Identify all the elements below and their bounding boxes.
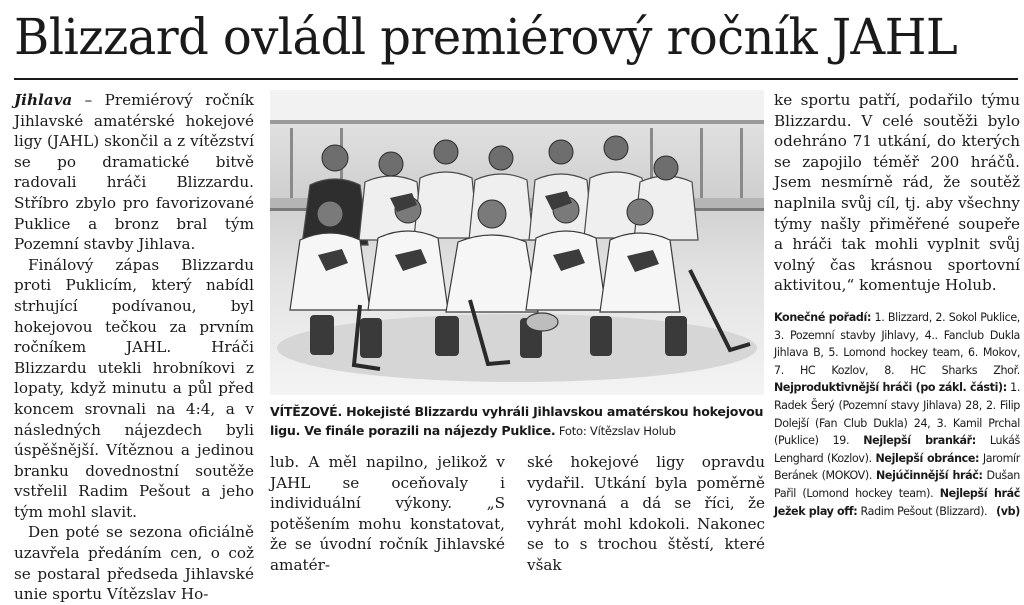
best-goalie-label: Nejlepší brankář: xyxy=(863,434,976,448)
headline-rule xyxy=(14,78,1018,80)
best-playoff: Radim Pešout (Blizzard). xyxy=(857,504,988,518)
author-initials: (vb) xyxy=(996,504,1020,518)
photo-credit: Foto: Vítězslav Holub xyxy=(555,424,676,438)
lead-text: – Premiérový ročník Jihlavské amatérské hokejové ligy (JAHL) skončil a z vítězství se po dramatické bitvě radovali hráči Blizzardu. Stříbro zbylo pro favorizované Puklice a bronz bral tým Pozemní stavby Jihlava. xyxy=(14,91,254,254)
most-efficient: Dušan Pařil (Lomond hockey team). xyxy=(774,469,1020,500)
best-defender: Jaromír Beránek (MOKOV). xyxy=(774,451,1020,483)
kneeling-row xyxy=(290,231,680,312)
headline: Blizzard ovládl premiérový ročník JAHL xyxy=(14,8,958,66)
best-defender-label: Nejlepší obránce: xyxy=(875,451,980,465)
column-2-text: lub. A měl napilno, jelikož v JAHL se oceňovaly i individuální výkony. „S potěšením mohu konstatovat, že se úvodní ročník Jihlavské amatér- xyxy=(270,453,505,574)
final-standings: 1. Blizzard, 2. Sokol Puklice, 3. Pozemní stavby Jihlavy, 4.. Fanclub Dukla Jihlava B, 5. Lomond hockey team, 6. Mokov, 7. HC Kozlov, 8. HC Sharks Zhoř. xyxy=(774,311,1020,377)
results-box xyxy=(774,309,1020,555)
column-3-text: ské hokejové ligy opravdu vydařil. Utkání byla poměrně vyrovnaná a dá se říci, že vyhrát mohl kdokoli. Nakonec se to s trochou štěstí, které však xyxy=(527,453,765,574)
final-standings-label: Konečné pořadí: xyxy=(774,311,872,324)
most-efficient-label: Nejúčinnější hráč: xyxy=(876,469,983,483)
article-column-4 xyxy=(774,90,1020,300)
paragraph-final-match: Finálový zápas Blizzardu proti Puklicím, který nabídl strhující podívanou, byl hokejovou tečkou za prvním ročníkem JAHL. Hráči Blizzardu utekli hrobníkovi z lopaty, když minutu a půl před koncem srovnali na 4:4, a v následných nájezdech byli úspěšnější. Vítěznou a jedinou branku dovednostní soutěže vstřelil Radim Pešout a jeho tým mohl slavit. xyxy=(14,255,254,521)
team-photo xyxy=(270,90,764,395)
column-4-text: ke sportu patří, podařilo týmu Blizzardu. V celé soutěži bylo odehráno 71 utkání, do kterých se zapojilo téměř 200 hráčů. Jsem nesmírně rád, že soutěž naplnila svůj cíl, tj. aby všechny týmy našly přiměřené soupeře a hráči tak mohli vyplnit svůj volný čas krásnou sportovní aktivitou,“ komentuje Holub. xyxy=(774,91,1020,295)
top-scorers: 1. Radek Šerý (Pozemní stavy Jihlava) 28, 2. Filip Dolejší (Fan Club Dukla) 24, 3. Kamil Prchal (Puklice) 19. xyxy=(774,381,1020,448)
article-column-2 xyxy=(270,452,505,574)
caption-body: Hokejisté Blizzardu vyhráli Jihlavskou amatérskou hokejovou ligu. Ve finále porazili na nájezdy Puklice. xyxy=(270,404,764,438)
paragraph-ceremony: Den poté se sezona oficiálně uzavřela předáním cen, o což se postaral předseda Jihlavské unie sportu Vítězslav Ho- xyxy=(14,523,254,604)
article-column-3 xyxy=(527,452,765,574)
trophy xyxy=(526,313,558,331)
best-playoff-label: Nejlepší hráč Ježek play off: xyxy=(774,486,1020,518)
dateline-place: Jihlava xyxy=(14,91,73,109)
best-goalie: Lukáš Lenghard (Kozlov). xyxy=(774,434,1020,465)
photo-caption xyxy=(270,402,764,444)
caption-label: VÍTĚZOVÉ. xyxy=(270,404,343,419)
article-column-1 xyxy=(14,90,254,604)
top-scorers-label: Nejproduktivnější hráči (po zákl. části): xyxy=(774,381,1007,395)
paragraph-lead xyxy=(14,90,254,255)
